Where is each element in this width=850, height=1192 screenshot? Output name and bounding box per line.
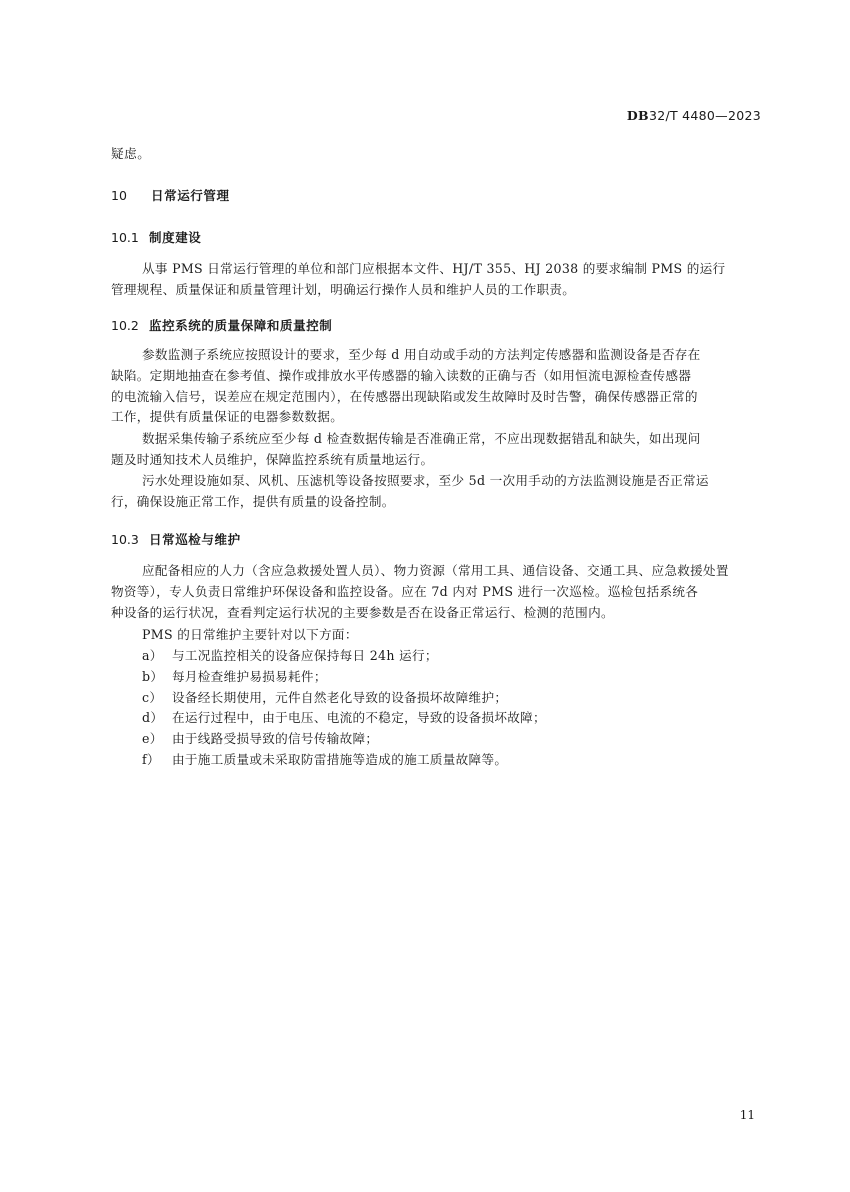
list-marker: b）: [142, 668, 164, 684]
text-line: 应配备相应的人力（含应急救援处置人员）、物力资源（常用工具、通信设备、交通工具、应急救援处置: [142, 563, 729, 578]
text-line: 管理规程、质量保证和质量管理计划，明确运行操作人员和维护人员的工作职责。: [111, 281, 576, 297]
section-title: 日常巡检与维护: [149, 532, 241, 547]
section-heading-10: [111, 186, 230, 204]
list-item: [111, 708, 763, 729]
list-marker: e）: [142, 731, 163, 747]
section-heading-10-3: [111, 530, 241, 548]
paragraph-maintenance-intro: [111, 625, 763, 646]
text-line: 数据采集传输子系统应至少每 d 检查数据传输是否准确正常，不应出现数据错乱和缺失，如出现问: [142, 431, 701, 446]
list-item-text: 由于线路受损导致的信号传输故障；: [172, 731, 379, 747]
page-number: 11: [739, 1108, 755, 1122]
list-item: [111, 646, 763, 667]
list-item: [111, 729, 763, 750]
section-title: 监控系统的质量保障和质量控制: [149, 318, 333, 333]
paragraph-data-transmission: [111, 429, 763, 471]
text-line: 的电流输入信号，误差应在规定范围内），在传感器出现缺陷或发生故障时及时告警，确保传感器正常的: [111, 388, 698, 404]
text-line: 题及时通知技术人员维护，保障监控系统有质量地运行。: [111, 451, 434, 467]
continuation-text: 疑虑。: [111, 146, 151, 161]
text-line: 污水处理设施如泵、风机、压滤机等设备按照要求，至少 5d 一次用手动的方法监测设施是否正常运: [142, 473, 709, 488]
list-marker: d）: [142, 710, 164, 726]
section-heading-10-2: [111, 316, 332, 334]
section-number: 10.1: [111, 230, 139, 245]
list-item: [111, 667, 763, 688]
list-item-text: 在运行过程中，由于电压、电流的不稳定，导致的设备损坏故障；: [172, 710, 546, 726]
paragraph-sewage-facilities: [111, 471, 763, 513]
text-line: 缺陷。定期地抽查在参考值、操作或排放水平传感器的输入读数的正确与否（如用恒流电源检查传感器: [111, 367, 692, 383]
standard-number: 32/T 4480—2023: [648, 108, 761, 123]
list-item-text: 与工况监控相关的设备应保持每日 24h 运行；: [172, 648, 438, 663]
text-line: 从事 PMS 日常运行管理的单位和部门应根据本文件、HJ/T 355、HJ 2038 的要求编制 PMS 的运行: [142, 261, 726, 276]
section-number: 10: [111, 188, 127, 203]
section-title: 制度建设: [149, 230, 202, 245]
list-item-text: 由于施工质量或未采取防雷措施等造成的施工质量故障等。: [172, 751, 508, 767]
section-number: 10.2: [111, 318, 139, 333]
document-standard-code: [627, 108, 761, 123]
list-item: [111, 750, 763, 771]
list-marker: a）: [142, 648, 163, 663]
text-line: 物资等），专人负责日常维护环保设备和监控设备。应在 7d 内对 PMS 进行一次巡检。巡检包括系统各: [111, 583, 699, 599]
paragraph-parameter-monitoring: [111, 345, 763, 428]
maintenance-list: [111, 646, 763, 771]
list-marker: c）: [142, 689, 163, 705]
list-item-text: 每月检查维护易损易耗件；: [172, 668, 327, 684]
list-item-text: 设备经长期使用，元件自然老化导致的设备损坏故障维护；: [172, 689, 508, 705]
text-line: 种设备的运行状况，查看判定运行状况的主要参数是否在设备正常运行、检测的范围内。: [111, 604, 614, 620]
text-line: 参数监测子系统应按照设计的要求，至少每 d 用自动或手动的方法判定传感器和监测设备是否存在: [142, 347, 701, 362]
list-marker: f）: [142, 751, 160, 767]
paragraph-resources-inspection: [111, 561, 763, 623]
standard-prefix: DB: [626, 108, 649, 123]
paragraph-system-construction: [111, 259, 763, 301]
text-line: 工作，提供有质量保证的电器参数数据。: [111, 409, 344, 425]
list-item: [111, 688, 763, 709]
text-line: PMS 的日常维护主要针对以下方面：: [142, 627, 358, 642]
text-line: 行，确保设施正常工作，提供有质量的设备控制。: [111, 493, 395, 509]
section-heading-10-1: [111, 228, 201, 246]
section-number: 10.3: [111, 532, 139, 547]
section-title: 日常运行管理: [151, 188, 230, 203]
